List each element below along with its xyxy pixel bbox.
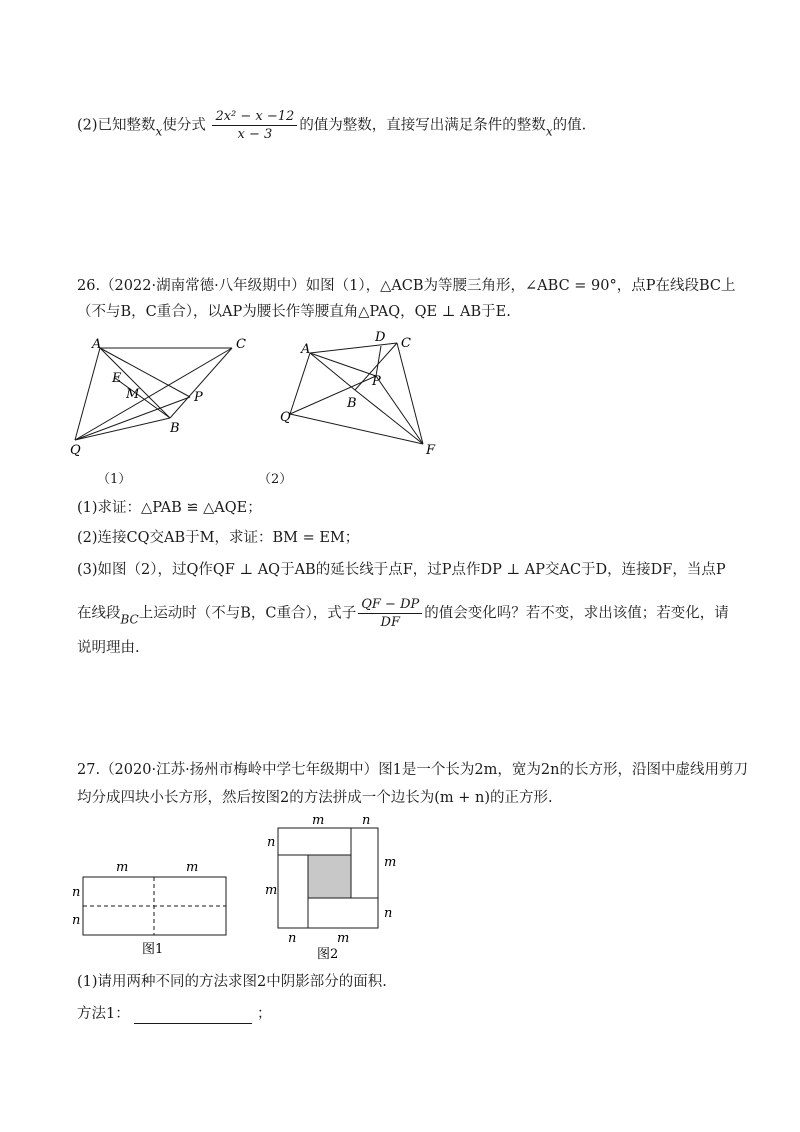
fig2-m-right: m [384, 855, 397, 870]
q27-intro-a: 27.（2020·江苏·扬州市梅岭中学七年级期中）图1是一个长为2m，宽为2n的长方形，沿图中虚线用剪刀 [77, 762, 748, 778]
q26-intro-a: 26.（2022·湖南常德·八年级期中）如图（1），△ACB为等腰三角形，∠ABC = 90°，点P在线段BC上 [77, 278, 736, 294]
q26-part3-a: (3)如图（2），过Q作QF ⊥ AQ于AB的延长线于点F，过P点作DP ⊥ AP交AC于D，连接DF，当点P [77, 562, 726, 578]
fig2-label-d: D [375, 330, 386, 345]
fig2-label-c: C [401, 336, 411, 351]
fig1-label-a: A [92, 337, 102, 352]
fig2-m-bottom: m [337, 931, 350, 946]
fig2-n-bottom: n [288, 931, 297, 946]
q27-method1: 方法1： ； [77, 1006, 272, 1022]
method1-answer-blank[interactable] [134, 1009, 252, 1024]
fig2-label-b: B [347, 396, 357, 411]
fig2-label-a: A [301, 342, 311, 357]
q26-figure-1 [60, 330, 270, 460]
q25-var-x2: x [545, 124, 553, 139]
q26-part1: (1)求证：△PAB ≌ △AQE； [77, 500, 262, 516]
q26-fraction: $\frac{QF - DP}{DF}$ [358, 596, 422, 631]
q25-text-d: 的值. [552, 117, 587, 134]
q26-part3-c: 说明理由. [77, 640, 140, 656]
q25-fraction: $\frac{\text{2x² − x −12}}{x - 3}$ [212, 108, 297, 143]
q26-intro-b: （不与B，C重合），以AP为腰长作等腰直角△PAQ，QE ⊥ AB于E. [77, 304, 511, 320]
q25-text-a: (2)已知整数 [77, 117, 156, 134]
fig2-n-right: n [384, 906, 393, 921]
fig1-label-p: P [194, 390, 203, 405]
fig2-caption-27: 图2 [317, 947, 339, 962]
fig2-label-q: Q [280, 410, 291, 425]
fig1-n-bottom: n [72, 913, 81, 928]
q26-part3-b: 在线段$_{BC}$上运动时（不与B，C重合），式子 $\frac{QF - DP}{DF}$ 的值会变化吗？若不变，求出该值；若变化，请 [77, 597, 729, 630]
fig2-caption: （2） [258, 472, 293, 487]
q27-figure-1 [68, 852, 243, 957]
q25-var-x: x [155, 124, 163, 139]
fig1-label-q: Q [70, 443, 81, 458]
fig1-label-b: B [170, 421, 180, 436]
fig2-label-p: P [372, 374, 381, 389]
fig1-m-right: m [186, 860, 199, 875]
q27-intro-b: 均分成四块小长方形，然后按图2的方法拼成一个边长为(m + n)的正方形. [77, 790, 553, 806]
fig2-n-left: n [267, 835, 276, 850]
q25-text-b: 使分式 [162, 117, 206, 134]
fig1-label-e: E [112, 371, 122, 386]
q25-part2 [77, 108, 586, 143]
q26-part2: (2)连接CQ交AB于M，求证：BM = EM； [77, 530, 360, 546]
fig1-caption: （1） [97, 472, 132, 487]
fig1-caption-27: 图1 [142, 942, 164, 957]
fig2-m-left: m [265, 883, 278, 898]
fig1-label-c: C [236, 337, 246, 352]
fig1-m-left: m [116, 860, 129, 875]
fig1-n-top: n [72, 885, 81, 900]
q26-figure-2 [275, 326, 450, 461]
shaded-square [308, 855, 351, 898]
q27-part1: (1)请用两种不同的方法求图2中阴影部分的面积. [77, 974, 387, 990]
fig2-m-top: m [312, 813, 325, 828]
fig2-label-f: F [426, 443, 436, 458]
q27-figure-2 [262, 812, 402, 962]
fig1-label-m: M [126, 387, 140, 402]
q25-text-c: 的值为整数，直接写出满足条件的整数 [299, 117, 546, 134]
fig2-n-top: n [362, 813, 371, 828]
